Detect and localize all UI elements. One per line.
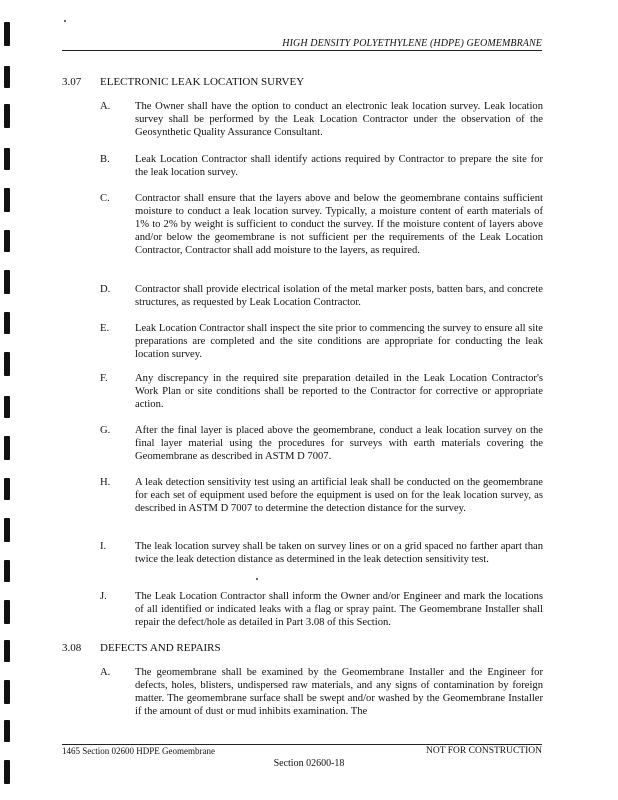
item-text: The leak location survey shall be taken on survey lines or on a grid spaced no farther apart than twice the leak detection distance as determined in the leak detection sensitivity test. xyxy=(135,541,543,565)
punch-mark xyxy=(4,436,10,460)
section-title: ELECTRONIC LEAK LOCATION SURVEY xyxy=(100,76,305,88)
punch-mark xyxy=(4,518,10,542)
header-rule xyxy=(62,50,542,51)
item-letter: C. xyxy=(100,193,110,204)
item-text: Contractor shall ensure that the layers above and below the geomembrane contains sufficient moisture to conduct a leak location survey. Typically, a moisture content of earth materials of 1% to 2% by weight is sufficient to conduct the survey. If the moisture content of layers above and/or below the geomembrane is not sufficient per the requirements of the Leak Location Contractor, Contractor shall add moisture to the layers, as required. xyxy=(135,193,543,256)
punch-mark xyxy=(4,22,10,46)
item-letter: J. xyxy=(100,591,107,602)
scan-speck xyxy=(256,578,258,580)
page-header-title: HIGH DENSITY POLYETHYLENE (HDPE) GEOMEMBRANE xyxy=(282,38,542,49)
item-text: Contractor shall provide electrical isolation of the metal marker posts, batten bars, and concrete structures, as requested by Leak Location Contractor. xyxy=(135,284,543,308)
item-letter: A. xyxy=(100,101,111,112)
punch-mark xyxy=(4,396,10,418)
item-text: Any discrepancy in the required site preparation detailed in the Leak Location Contractor's Work Plan or site conditions shall be reported to the Contractor for corrective or appropriate action. xyxy=(135,373,543,410)
item-letter: A. xyxy=(100,667,111,678)
punch-mark xyxy=(4,230,10,252)
punch-mark xyxy=(4,560,10,582)
punch-mark xyxy=(4,640,10,662)
item-text: The geomembrane shall be examined by the Geomembrane Installer and the Engineer for defects, holes, blisters, undispersed raw materials, and any signs of contamination by foreign matter. The geomembrane surface shall be swept and/or washed by the Geomembrane Installer if the amount of dust or mud inhibits examination. The xyxy=(135,667,543,717)
footer-document-id: 1465 Section 02600 HDPE Geomembrane xyxy=(62,746,215,756)
item-letter: F. xyxy=(100,373,108,384)
item-letter: E. xyxy=(100,323,110,334)
section-title: DEFECTS AND REPAIRS xyxy=(100,642,221,654)
punch-mark xyxy=(4,478,10,500)
section-number: 3.07 xyxy=(62,76,82,88)
item-text: A leak detection sensitivity test using an artificial leak shall be conducted on the geomembrane for each set of equipment used before the equipment is used on for the leak location survey, as described in ASTM D 7007 to determine the detection distance for the survey. xyxy=(135,477,543,514)
punch-mark xyxy=(4,600,10,624)
punch-mark xyxy=(4,680,10,704)
footer-rule xyxy=(62,744,542,745)
footer-notice: NOT FOR CONSTRUCTION xyxy=(426,746,542,756)
item-text: The Leak Location Contractor shall inform the Owner and/or Engineer and mark the locations of all identified or indicated leaks with a flag or spray paint. The Geomembrane Installer shall repair the defect/hole as detailed in Part 3.08 of this Section. xyxy=(135,591,543,628)
item-letter: B. xyxy=(100,154,110,165)
item-letter: I. xyxy=(100,541,107,552)
item-text: After the final layer is placed above the geomembrane, conduct a leak location survey on the final layer material using the procedures for surveys with earth materials covering the Geomembrane as described in ASTM D 7007. xyxy=(135,425,543,462)
section-number: 3.08 xyxy=(62,642,82,654)
punch-mark xyxy=(4,66,10,88)
item-letter: G. xyxy=(100,425,111,436)
item-letter: D. xyxy=(100,284,111,295)
item-text: Leak Location Contractor shall identify actions required by Contractor to prepare the site for the leak location survey. xyxy=(135,154,543,178)
punch-mark xyxy=(4,720,10,742)
item-text: Leak Location Contractor shall inspect the site prior to commencing the survey to ensure all site preparations are completed and the site conditions are appropriate for conducting the leak location survey. xyxy=(135,323,543,360)
punch-mark xyxy=(4,312,10,334)
punch-mark xyxy=(4,188,10,212)
item-letter: H. xyxy=(100,477,111,488)
punch-mark xyxy=(4,352,10,376)
punch-mark xyxy=(4,104,10,128)
scan-speck xyxy=(64,20,66,22)
page-number: Section 02600-18 xyxy=(273,758,345,769)
punch-mark xyxy=(4,148,10,170)
item-text: The Owner shall have the option to conduct an electronic leak location survey. Leak location survey shall be performed by the Leak Location Contractor under the observation of the Geosynthetic Quality Assurance Consultant. xyxy=(135,101,543,138)
punch-mark xyxy=(4,270,10,294)
